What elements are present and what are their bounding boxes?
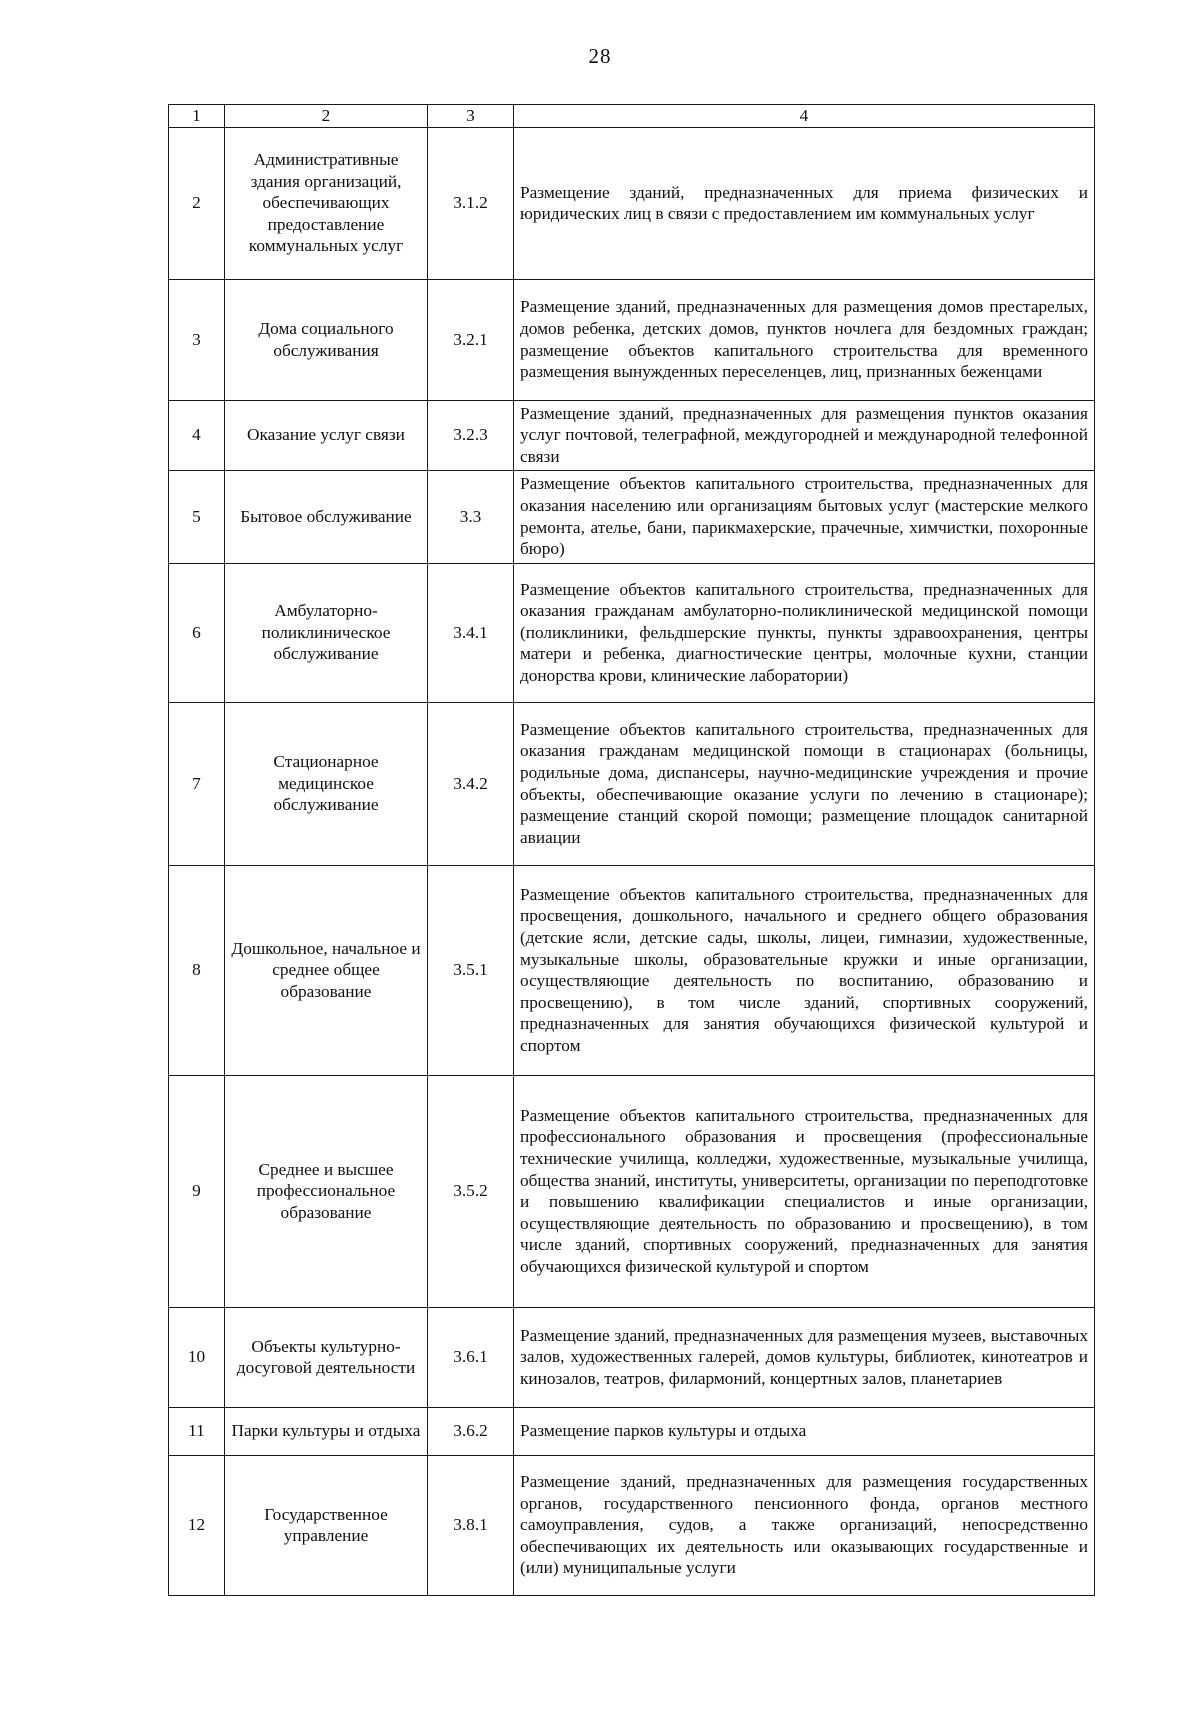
table-row — [169, 279, 1095, 400]
use-type-code: 3.5.1 — [428, 865, 514, 1075]
use-type-description: Размещение зданий, предназначенных для размещения музеев, выставочных залов, художественных галерей, домов культуры, библиотек, кинотеатров и кинозалов, театров, филармоний, концертных залов, планетариев — [514, 1307, 1095, 1407]
use-type-description: Размещение объектов капитального строительства, предназначенных для оказания гражданам медицинской помощи в стационарах (больницы, родильные дома, диспансеры, научно-медицинские учреждения и прочие объекты, обеспечивающие оказание услуги по лечению в стационаре); размещение станций скорой помощи; размещение площадок санитарной авиации — [514, 702, 1095, 865]
row-number: 5 — [169, 470, 225, 563]
row-number: 11 — [169, 1407, 225, 1455]
use-type-name: Среднее и высшее профессиональное образование — [225, 1075, 428, 1307]
column-header-2: 2 — [225, 105, 428, 128]
table-row — [169, 1307, 1095, 1407]
table-row — [169, 127, 1095, 279]
use-type-code: 3.3 — [428, 470, 514, 563]
use-type-code: 3.8.1 — [428, 1455, 514, 1595]
table-row — [169, 702, 1095, 865]
row-number: 9 — [169, 1075, 225, 1307]
use-type-name: Государственное управление — [225, 1455, 428, 1595]
use-type-code: 3.1.2 — [428, 127, 514, 279]
table-row — [169, 470, 1095, 563]
use-type-name: Административные здания организаций, обеспечивающих предоставление коммунальных услуг — [225, 127, 428, 279]
table-row — [169, 1075, 1095, 1307]
use-type-description: Размещение зданий, предназначенных для размещения пунктов оказания услуг почтовой, телеграфной, междугородней и международной телефонной связи — [514, 400, 1095, 470]
use-type-description: Размещение зданий, предназначенных для размещения государственных органов, государственного пенсионного фонда, органов местного самоуправления, судов, а также организаций, непосредственно обеспечивающих их деятельность или оказывающих государственные и (или) муниципальные услуги — [514, 1455, 1095, 1595]
use-type-name: Парки культуры и отдыха — [225, 1407, 428, 1455]
row-number: 7 — [169, 702, 225, 865]
use-type-name: Дошкольное, начальное и среднее общее образование — [225, 865, 428, 1075]
row-number: 6 — [169, 563, 225, 702]
table-row — [169, 865, 1095, 1075]
land-use-table — [168, 104, 1095, 1596]
use-type-name: Амбулаторно-поликлиническое обслуживание — [225, 563, 428, 702]
use-type-description: Размещение объектов капитального строительства, предназначенных для оказания гражданам амбулаторно-поликлинической медицинской помощи (поликлиники, фельдшерские пункты, пункты здравоохранения, центры матери и ребенка, диагностические центры, молочные кухни, станции донорства крови, клинические лаборатории) — [514, 563, 1095, 702]
table-header-row — [169, 105, 1095, 128]
table-row — [169, 1407, 1095, 1455]
use-type-name: Бытовое обслуживание — [225, 470, 428, 563]
use-type-description: Размещение объектов капитального строительства, предназначенных для профессионального образования и просвещения (профессиональные технические училища, колледжи, художественные, музыкальные училища, общества знаний, институты, университеты, организации по переподготовке и повышению квалификации специалистов и иные организации, осуществляющие деятельность по образованию и просвещению), в том числе зданий, спортивных сооружений, предназначенных для занятия обучающихся физической культурой и спортом — [514, 1075, 1095, 1307]
use-type-description: Размещение объектов капитального строительства, предназначенных для оказания населению или организациям бытовых услуг (мастерские мелкого ремонта, ателье, бани, парикмахерские, прачечные, химчистки, похоронные бюро) — [514, 470, 1095, 563]
row-number: 4 — [169, 400, 225, 470]
use-type-code: 3.2.3 — [428, 400, 514, 470]
row-number: 8 — [169, 865, 225, 1075]
use-type-name: Стационарное медицинское обслуживание — [225, 702, 428, 865]
use-type-name: Оказание услуг связи — [225, 400, 428, 470]
row-number: 3 — [169, 279, 225, 400]
row-number: 2 — [169, 127, 225, 279]
use-type-name: Объекты культурно-досуговой деятельности — [225, 1307, 428, 1407]
use-type-code: 3.6.1 — [428, 1307, 514, 1407]
table-row — [169, 400, 1095, 470]
use-type-description: Размещение объектов капитального строительства, предназначенных для просвещения, дошкольного, начального и среднего общего образования (детские ясли, детские сады, школы, лицеи, гимназии, художественные, музыкальные школы, образовательные кружки и иные организации, осуществляющие деятельность по воспитанию, образованию и просвещению), в том числе зданий, спортивных сооружений, предназначенных для занятия обучающихся физической культурой и спортом — [514, 865, 1095, 1075]
use-type-code: 3.2.1 — [428, 279, 514, 400]
page-number: 28 — [588, 44, 612, 68]
column-header-4: 4 — [514, 105, 1095, 128]
use-type-code: 3.4.2 — [428, 702, 514, 865]
use-type-description: Размещение парков культуры и отдыха — [514, 1407, 1095, 1455]
use-type-code: 3.4.1 — [428, 563, 514, 702]
use-type-description: Размещение зданий, предназначенных для размещения домов престарелых, домов ребенка, детских домов, пунктов ночлега для бездомных граждан; размещение объектов капитального строительства для временного размещения вынужденных переселенцев, лиц, признанных беженцами — [514, 279, 1095, 400]
row-number: 12 — [169, 1455, 225, 1595]
table-row — [169, 563, 1095, 702]
table-row — [169, 1455, 1095, 1595]
column-header-1: 1 — [169, 105, 225, 128]
use-type-code: 3.5.2 — [428, 1075, 514, 1307]
row-number: 10 — [169, 1307, 225, 1407]
column-header-3: 3 — [428, 105, 514, 128]
use-type-description: Размещение зданий, предназначенных для приема физических и юридических лиц в связи с предоставлением им коммунальных услуг — [514, 127, 1095, 279]
use-type-name: Дома социального обслуживания — [225, 279, 428, 400]
use-type-code: 3.6.2 — [428, 1407, 514, 1455]
